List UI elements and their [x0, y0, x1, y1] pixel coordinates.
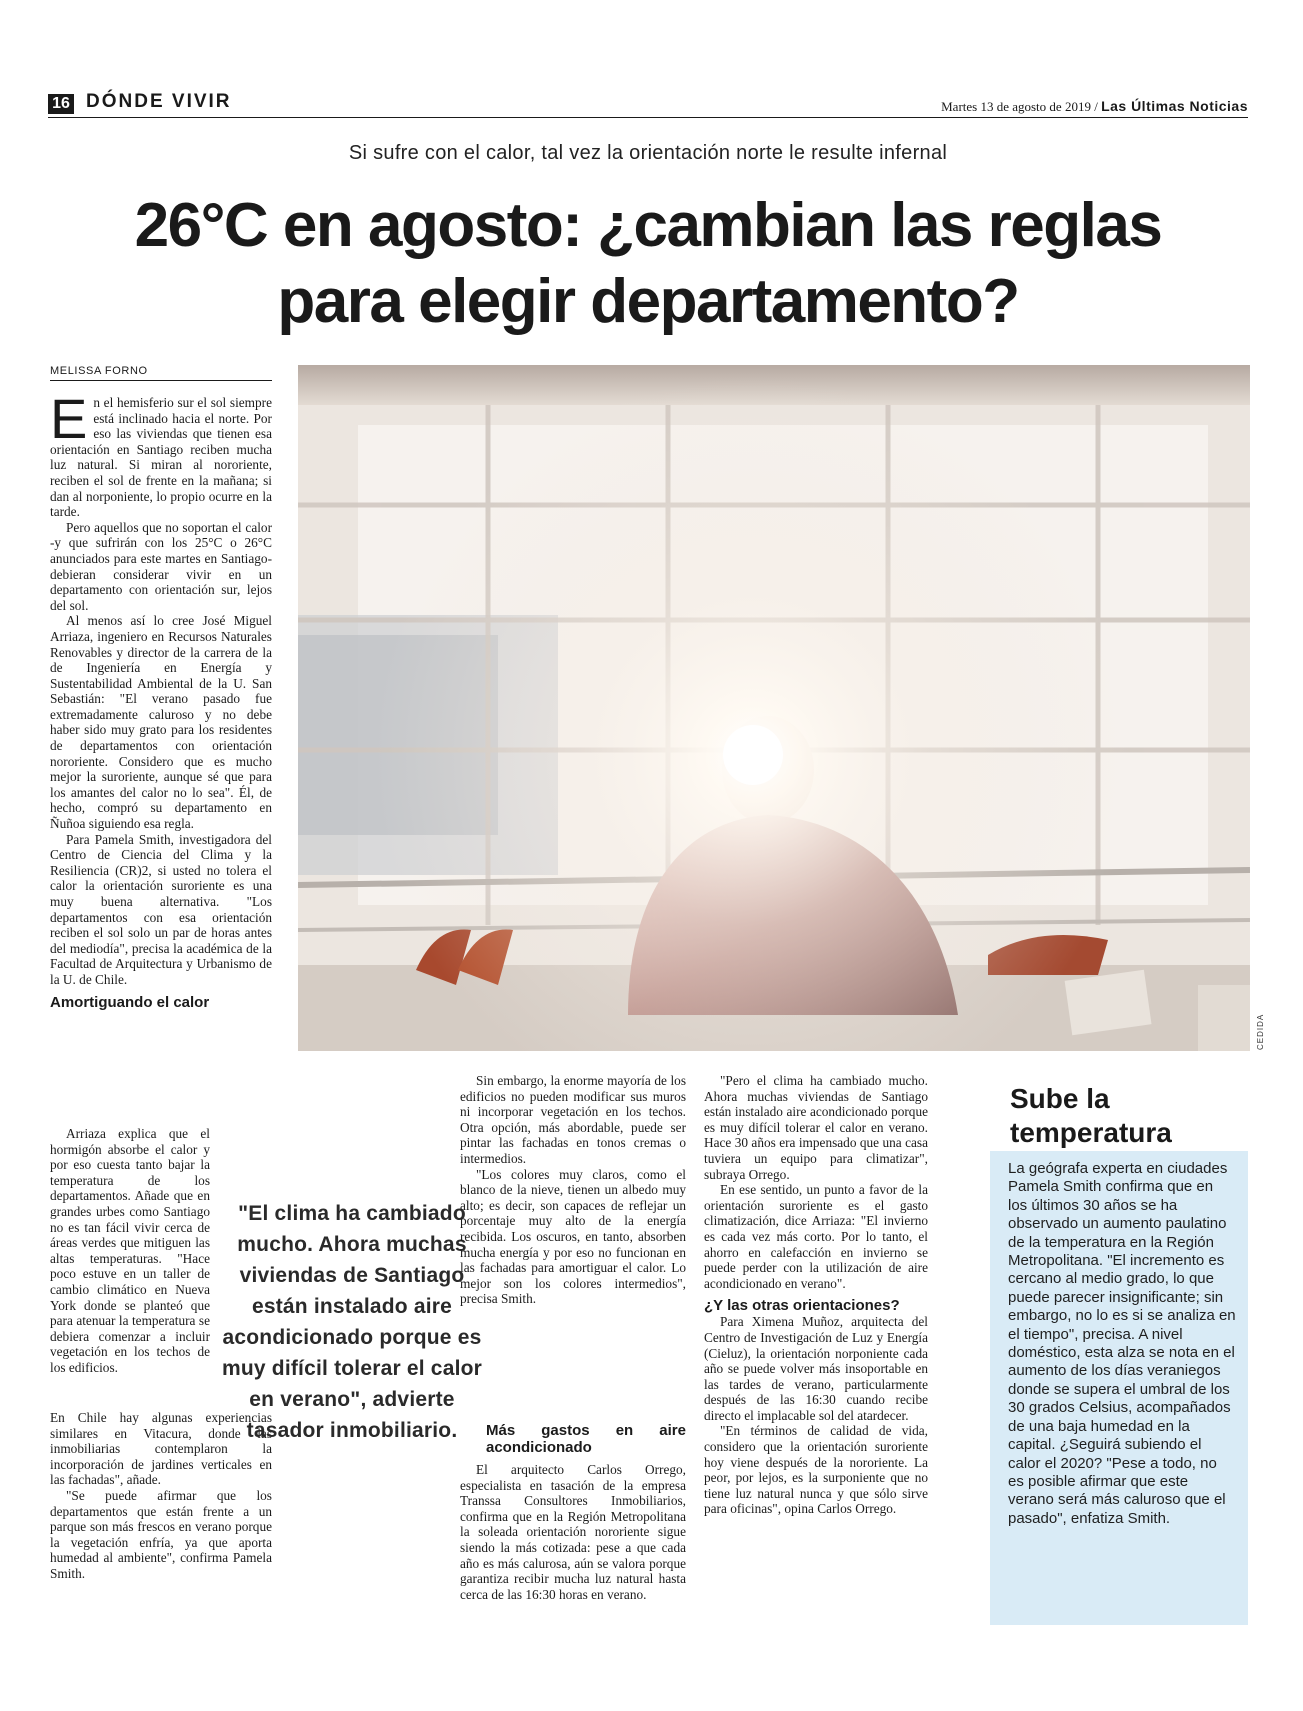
- article-column-2-tail: [460, 1462, 686, 1602]
- subhead: Amortiguando el calor: [50, 993, 210, 1011]
- paragraph: El arquitecto Carlos Orrego, especialista en tasación de la empresa Transsa Consultores Inmobiliarios, confirma que en la Región Metropolitana la soleada orientación nororiente sigue siendo la más cotizada: pese a que cada año es más calurosa, aún se valora porque garantiza recibir mucha luz natural hasta cerca de las 16:30 horas en verano.: [460, 1462, 686, 1602]
- paragraph: "Los colores muy claros, como el blanco de la nieve, tienen un albedo muy alto; es decir, son capaces de reflejar un porcentaje muy alto de la energía recibida. Los oscuros, en tanto, absorben mucha energía y por eso no funcionan en las fachadas para amortiguar el calor. Lo mejor son los colores intermedios", precisa Smith.: [460, 1166, 686, 1307]
- issue-date: Martes 13 de agosto de 2019 /: [941, 99, 1098, 114]
- paragraph: "Se puede afirmar que los departamentos que están frente a un parque son más frescos en verano porque la vegetación enfría, ya que aporta humedad al ambiente", confirma Pamela Smith.: [50, 1487, 272, 1581]
- paragraph: Sin embargo, la enorme mayoría de los edificios no pueden modificar sus muros ni incorporar vegetación en los techos. Otra opción, más abordable, puede ser pintar las fachadas en tonos cremas o intermedios.: [460, 1073, 686, 1166]
- paragraph: Arriaza explica que el hormigón absorbe el calor y por eso cuesta tanto bajar la temperatura de los departamentos. Añade que en grandes urbes como Santiago no es tan fácil vivir cerca de áreas verdes que mitiguen las altas temperaturas. "Hace poco estuve en un taller de cambio climático en Nueva York donde se planteó que para atenuar la temperatura se debiera comenzar a incluir vegetación en los techos de los edificios.: [50, 1126, 210, 1375]
- photo-credit: CEDIDA: [1256, 1013, 1265, 1050]
- article-column-1-wrap: [50, 1126, 210, 1376]
- page-number: 16: [48, 94, 74, 114]
- paragraph: Al menos así lo cree José Miguel Arriaza, ingeniero en Recursos Naturales Renovables y director de la carrera de la de Ingeniería en Energía y Sustentabilidad Ambiental de la U. San Sebastián: "El verano pasado fue extremadamente caluroso y no debe haber sido muy grato para los residentes de departamentos con orientación nororiente. Considero que es mucho mejor la suroriente, aunque sé que para los amantes del calor no lo sea". Él, de hecho, compró su departamento en Ñuñoa siguiendo esa regla.: [50, 613, 272, 832]
- kicker: Si sufre con el calor, tal vez la orientación norte le resulte infernal: [348, 142, 948, 164]
- drop-cap: E: [50, 387, 88, 450]
- paragraph: Para Pamela Smith, investigadora del Centro de Ciencia del Clima y la Resiliencia (CR)2, si usted no tolera el calor la orientación suroriente es una muy buena alternativa. "Los departamentos con esa orientación reciben el sol solo un par de horas antes del mediodía", precisa la académica de la Facultad de Arquitectura y Urbanismo de la U. de Chile.: [50, 831, 272, 987]
- headline-line-2: para elegir departamento?: [277, 267, 1019, 336]
- sidebar-title: Sube la temperatura: [1010, 1083, 1172, 1148]
- headline-line-1: 26°C en agosto: ¿cambian las reglas: [134, 191, 1162, 260]
- pull-quote: "El clima ha cambiado mucho. Ahora muchas viviendas de Santiago están instalado aire acondicionado porque es muy difícil tolerar el calor en verano", advierte tasador inmobiliario.: [221, 1202, 483, 1442]
- paragraph: Para Ximena Muñoz, arquitecta del Centro de Investigación de Luz y Energía (Cieluz), la orientación norponiente cada año se puede volver más insoportable en las tardes de verano, particularmente después de las 16:30 cuando recibe directo el implacable sol del atardecer.: [704, 1314, 928, 1423]
- subhead: ¿Y las otras orientaciones?: [704, 1297, 900, 1315]
- header-rule: [48, 117, 1248, 118]
- paragraph: "Pero el clima ha cambiado mucho. Ahora muchas viviendas de Santiago están instalado aire acondicionado porque es muy difícil tolerar el calor en verano. Hace 30 años era impensado que una casa tuviera un equipo para climatizar", subraya Orrego.: [704, 1073, 928, 1182]
- newspaper-name: Las Últimas Noticias: [1101, 98, 1248, 114]
- sidebar-text: La geógrafa experta en ciudades Pamela Smith confirma que en los últimos 30 años se ha observado un aumento paulatino de la temperatura en la Región Metropolitana. "El incremento es cercano al medio grado, lo que puede parecer insignificante; sin embargo, no lo es si se analiza en el tiempo", precisa. A nivel doméstico, esta alza se nota en el aumento de los días veraniegos donde se supera el umbral de los 30 grados Celsius, acompañados de una baja humedad en la capital. ¿Seguirá subiendo el calor el 2020? "Pese a todo, no es posible afirmar que este verano será más caluroso que el pasado", enfatiza Smith.: [1008, 1160, 1236, 1527]
- article-column-1: [50, 387, 272, 1011]
- man-at-sunlit-window-photo: [298, 365, 1250, 1051]
- article-column-3: [704, 1073, 928, 1517]
- article-column-2: [460, 1073, 686, 1307]
- paragraph: [50, 387, 272, 520]
- byline-rule: [50, 380, 272, 381]
- article-column-2-sub: [486, 1422, 686, 1456]
- header-dateline: [941, 97, 1248, 116]
- headline: [48, 188, 1248, 340]
- section-name: DÓNDE VIVIR: [86, 91, 232, 112]
- photo-illustration: [298, 365, 1250, 1051]
- paragraph-text: n el hemisferio sur el sol siempre está inclinado hacia el norte. Por eso las viviendas que tienen esa orientación en Santiago reciben mucha luz natural. Si miran al nororiente, reciben el sol de frente en la mañana; si dan al norponiente, lo propio ocurre en la tarde.: [50, 395, 272, 520]
- subhead: Más gastos en aire acondicionado: [486, 1422, 686, 1456]
- paragraph: "En términos de calidad de vida, considero que la orientación suroriente hoy viene después de la nororiente. La peor, por lejos, es la surponiente que no tiene luz natural nunca y que sólo sirve para oficinas", opina Carlos Orrego.: [704, 1423, 928, 1517]
- paragraph: En ese sentido, un punto a favor de la orientación suroriente es el gasto climatización, dice Arriaza: "El invierno es cada vez más corto. Por lo tanto, el ahorro en calefacción en invierno se puede perder con la utilización de aire acondicionado en verano".: [704, 1182, 928, 1291]
- paragraph: En Chile hay algunas experiencias similares en Vitacura, donde las inmobiliarias contemplaron la incorporación de jardines verticales en las fachadas", añade.: [50, 1410, 272, 1488]
- paragraph: Pero aquellos que no soportan el calor -y que sufrirán con los 25°C o 26°C anunciados para este martes en Santiago- debieran considerar vivir en un departamento con orientación sur, lejos del sol.: [50, 519, 272, 613]
- byline: MELISSA FORNO: [50, 365, 148, 377]
